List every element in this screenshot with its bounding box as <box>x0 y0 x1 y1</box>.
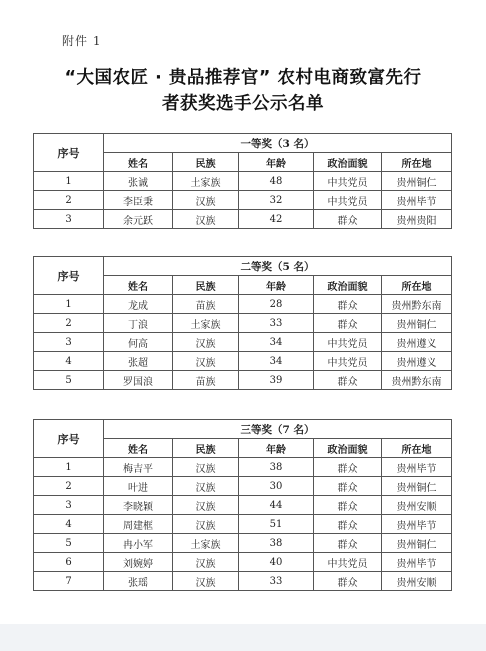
column-header: 所在地 <box>382 439 452 458</box>
table-cell: 张超 <box>104 352 173 371</box>
table-cell: 汉族 <box>173 333 239 352</box>
table-cell: 梅吉平 <box>104 458 173 477</box>
table-cell: 余元跃 <box>104 210 173 229</box>
table-cell: 汉族 <box>173 352 239 371</box>
table-row <box>34 172 452 191</box>
table-cell: 汉族 <box>173 572 239 591</box>
table-cell: 贵州铜仁 <box>382 534 452 553</box>
table-cell: 冉小军 <box>104 534 173 553</box>
table-cell: 中共党员 <box>314 333 382 352</box>
table-cell: 贵州铜仁 <box>382 477 452 496</box>
table-row <box>34 295 452 314</box>
table-cell: 李臣秉 <box>104 191 173 210</box>
seq-header-cell: 序号 <box>34 257 104 295</box>
table-cell: 贵州毕节 <box>382 458 452 477</box>
table-cell: 刘婉婷 <box>104 553 173 572</box>
table-cell: 群众 <box>314 534 382 553</box>
table-cell: 汉族 <box>173 458 239 477</box>
table-cell: 42 <box>239 210 314 229</box>
award-title-row <box>34 257 452 276</box>
table-row <box>34 371 452 390</box>
table-cell: 汉族 <box>173 553 239 572</box>
table-cell: 土家族 <box>173 534 239 553</box>
column-header: 年龄 <box>239 153 314 172</box>
table-cell: 5 <box>34 534 104 553</box>
table-cell: 39 <box>239 371 314 390</box>
table-cell: 6 <box>34 553 104 572</box>
table-cell: 群众 <box>314 295 382 314</box>
table-cell: 群众 <box>314 572 382 591</box>
table-cell: 丁浪 <box>104 314 173 333</box>
column-header: 姓名 <box>104 439 173 458</box>
award-title-row <box>34 420 452 439</box>
table-cell: 叶进 <box>104 477 173 496</box>
table-cell: 苗族 <box>173 371 239 390</box>
column-header: 年龄 <box>239 276 314 295</box>
table-cell: 33 <box>239 572 314 591</box>
table-cell: 贵州毕节 <box>382 515 452 534</box>
table-cell: 34 <box>239 352 314 371</box>
table-cell: 土家族 <box>173 172 239 191</box>
table-cell: 3 <box>34 496 104 515</box>
third-prize-table <box>33 419 452 591</box>
attachment-label: 附件 1 <box>62 34 102 48</box>
seq-header-cell: 序号 <box>34 134 104 172</box>
first-prize-table <box>33 133 452 229</box>
table-cell: 1 <box>34 172 104 191</box>
table-cell: 40 <box>239 553 314 572</box>
table-cell: 群众 <box>314 477 382 496</box>
table-cell: 7 <box>34 572 104 591</box>
column-header: 政治面貌 <box>314 276 382 295</box>
table-cell: 2 <box>34 314 104 333</box>
table-cell: 51 <box>239 515 314 534</box>
table-cell: 贵州毕节 <box>382 191 452 210</box>
table-row <box>34 191 452 210</box>
table-cell: 汉族 <box>173 496 239 515</box>
table-row <box>34 515 452 534</box>
table-row <box>34 553 452 572</box>
table-cell: 汉族 <box>173 191 239 210</box>
table-cell: 李晓颖 <box>104 496 173 515</box>
table-cell: 1 <box>34 295 104 314</box>
column-header: 姓名 <box>104 153 173 172</box>
award-title: 一等奖（3 名） <box>104 134 452 153</box>
table-row <box>34 210 452 229</box>
table-cell: 龙成 <box>104 295 173 314</box>
column-header: 所在地 <box>382 153 452 172</box>
table-cell: 1 <box>34 458 104 477</box>
table-cell: 群众 <box>314 458 382 477</box>
table-cell: 群众 <box>314 515 382 534</box>
document-title-line-2: 者获奖选手公示名单 <box>162 94 324 114</box>
table-row <box>34 458 452 477</box>
table-cell: 中共党员 <box>314 191 382 210</box>
table-cell: 苗族 <box>173 295 239 314</box>
column-header: 民族 <box>173 439 239 458</box>
table-cell: 34 <box>239 333 314 352</box>
table-cell: 38 <box>239 534 314 553</box>
table-cell: 2 <box>34 477 104 496</box>
table-row <box>34 333 452 352</box>
table-cell: 贵州铜仁 <box>382 314 452 333</box>
table-cell: 中共党员 <box>314 553 382 572</box>
column-header: 政治面貌 <box>314 439 382 458</box>
table-cell: 4 <box>34 352 104 371</box>
table-cell: 何高 <box>104 333 173 352</box>
column-header: 民族 <box>173 276 239 295</box>
table-row <box>34 496 452 515</box>
table-row <box>34 352 452 371</box>
table-cell: 贵州安顺 <box>382 572 452 591</box>
table-cell: 张瑶 <box>104 572 173 591</box>
table-cell: 5 <box>34 371 104 390</box>
table-cell: 周建框 <box>104 515 173 534</box>
table-cell: 2 <box>34 191 104 210</box>
table-cell: 张诚 <box>104 172 173 191</box>
column-header: 所在地 <box>382 276 452 295</box>
table-cell: 汉族 <box>173 477 239 496</box>
table-cell: 3 <box>34 210 104 229</box>
seq-header-cell: 序号 <box>34 420 104 458</box>
table-row <box>34 534 452 553</box>
table-cell: 44 <box>239 496 314 515</box>
table-cell: 汉族 <box>173 515 239 534</box>
column-header: 民族 <box>173 153 239 172</box>
table-cell: 群众 <box>314 314 382 333</box>
table-row <box>34 477 452 496</box>
table-cell: 贵州安顺 <box>382 496 452 515</box>
table-cell: 贵州贵阳 <box>382 210 452 229</box>
document-title-line-1: “大国农匠 · 贵品推荐官” 农村电商致富先行 <box>64 68 422 88</box>
award-title-row <box>34 134 452 153</box>
column-header: 政治面貌 <box>314 153 382 172</box>
table-row <box>34 572 452 591</box>
table-cell: 贵州遵义 <box>382 333 452 352</box>
table-cell: 中共党员 <box>314 352 382 371</box>
table-cell: 贵州遵义 <box>382 352 452 371</box>
table-cell: 罗国浪 <box>104 371 173 390</box>
table-cell: 30 <box>239 477 314 496</box>
table-cell: 33 <box>239 314 314 333</box>
table-cell: 38 <box>239 458 314 477</box>
award-title: 三等奖（7 名） <box>104 420 452 439</box>
second-prize-table <box>33 256 452 390</box>
table-cell: 贵州黔东南 <box>382 371 452 390</box>
table-cell: 汉族 <box>173 210 239 229</box>
table-cell: 群众 <box>314 496 382 515</box>
table-cell: 贵州铜仁 <box>382 172 452 191</box>
table-cell: 贵州黔东南 <box>382 295 452 314</box>
table-cell: 中共党员 <box>314 172 382 191</box>
table-cell: 4 <box>34 515 104 534</box>
table-cell: 土家族 <box>173 314 239 333</box>
table-row <box>34 314 452 333</box>
column-header: 姓名 <box>104 276 173 295</box>
table-cell: 3 <box>34 333 104 352</box>
table-cell: 贵州毕节 <box>382 553 452 572</box>
table-cell: 48 <box>239 172 314 191</box>
column-header: 年龄 <box>239 439 314 458</box>
bottom-bar <box>0 624 486 651</box>
table-cell: 群众 <box>314 371 382 390</box>
table-cell: 28 <box>239 295 314 314</box>
table-cell: 32 <box>239 191 314 210</box>
table-cell: 群众 <box>314 210 382 229</box>
award-title: 二等奖（5 名） <box>104 257 452 276</box>
